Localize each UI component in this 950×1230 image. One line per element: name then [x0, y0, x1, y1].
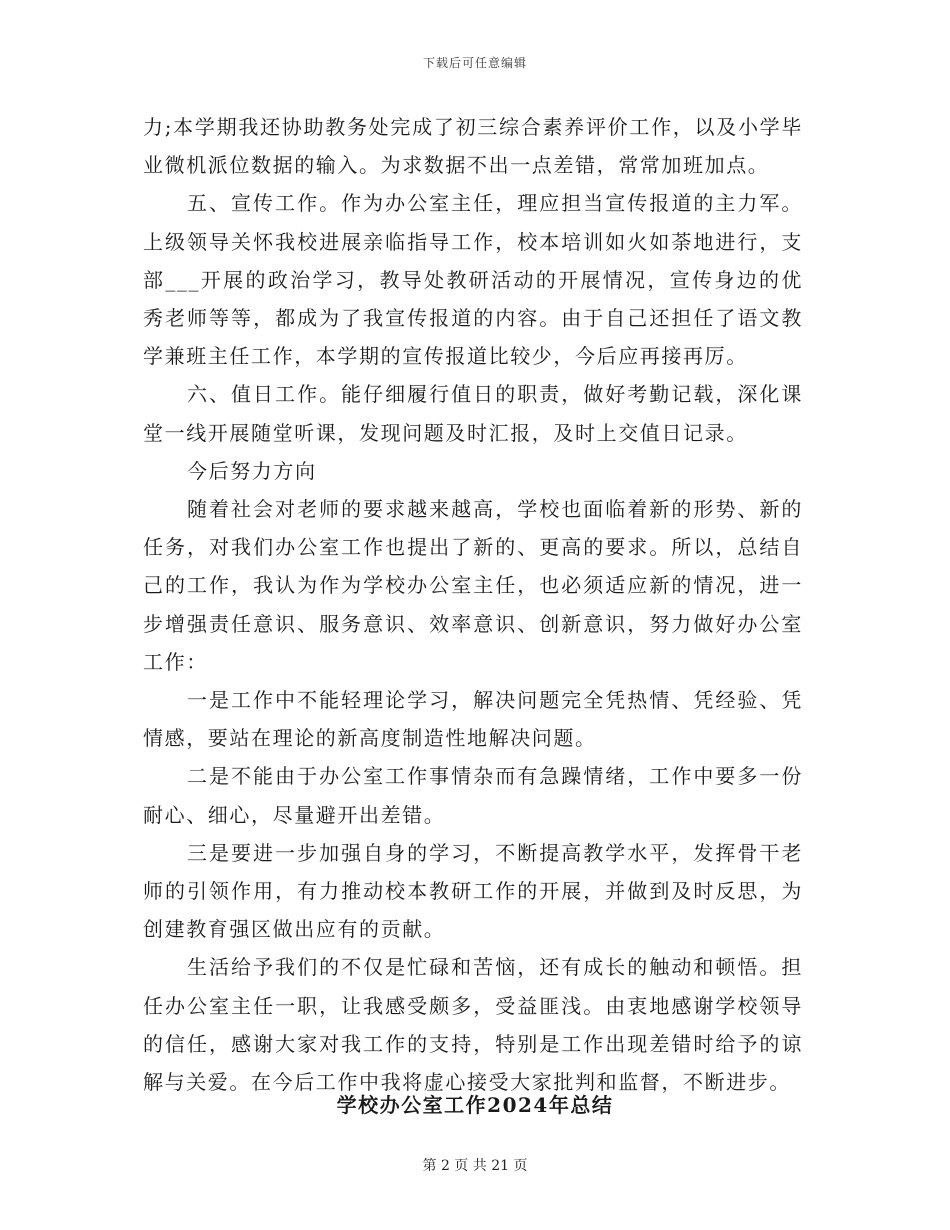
paragraph: 三是要进一步加强自身的学习，不断提高教学水平，发挥骨干老师的引领作用，有力推动校本教研工作的开展，并做到及时反思，为创建教育强区做出应有的贡献。 [143, 840, 803, 942]
paragraph: 一是工作中不能轻理论学习，解决问题完全凭热情、凭经验、凭情感，要站在理论的新高度制造性地解决问题。 [143, 688, 803, 751]
page-header: 下载后可任意编辑 [422, 56, 527, 70]
page-footer: 第 2 页 共 21 页 [422, 1158, 528, 1174]
document-title: 学校办公室工作2024年总结 [336, 1093, 614, 1117]
paragraph: 力;本学期我还协助教务处完成了初三综合素养评价工作，以及小学毕业微机派位数据的输入。为求数据不出一点差错，常常加班加点。 [143, 115, 803, 178]
paragraph: 二是不能由于办公室工作事情杂而有急躁情绪，工作中要多一份耐心、细心，尽量避开出差错。 [143, 764, 803, 827]
paragraph: 生活给予我们的不仅是忙碌和苦恼，还有成长的触动和顿悟。担任办公室主任一职，让我感受颇多，受益匪浅。由衷地感谢学校领导的信任，感谢大家对我工作的支持，特别是工作出现差错时给予的谅解与关爱。在今后工作中我将虚心接受大家批判和监督，不断进步。 [143, 955, 803, 1095]
paragraph: 随着社会对老师的要求越来越高，学校也面临着新的形势、新的任务，对我们办公室工作也提出了新的、更高的要求。所以，总结自己的工作，我认为作为学校办公室主任，也必须适应新的情况，进一步增强责任意识、服务意识、效率意识、创新意识，努力做好办公室工作： [143, 497, 803, 674]
section-heading: 今后努力方向 [187, 458, 317, 483]
paragraph: 六、值日工作。能仔细履行值日的职责，做好考勤记载，深化课堂一线开展随堂听课，发现问题及时汇报，及时上交值日记录。 [143, 382, 803, 445]
document-body [143, 108, 803, 1101]
paragraph: 五、宣传工作。作为办公室主任，理应担当宣传报道的主力军。上级领导关怀我校进展亲临指导工作，校本培训如火如荼地进行，支部___开展的政治学习，教导处教研活动的开展情况，宣传身边的优秀老师等等，都成为了我宣传报道的内容。由于自己还担任了语文教学兼班主任工作，本学期的宣传报道比较少，今后应再接再厉。 [143, 191, 803, 369]
